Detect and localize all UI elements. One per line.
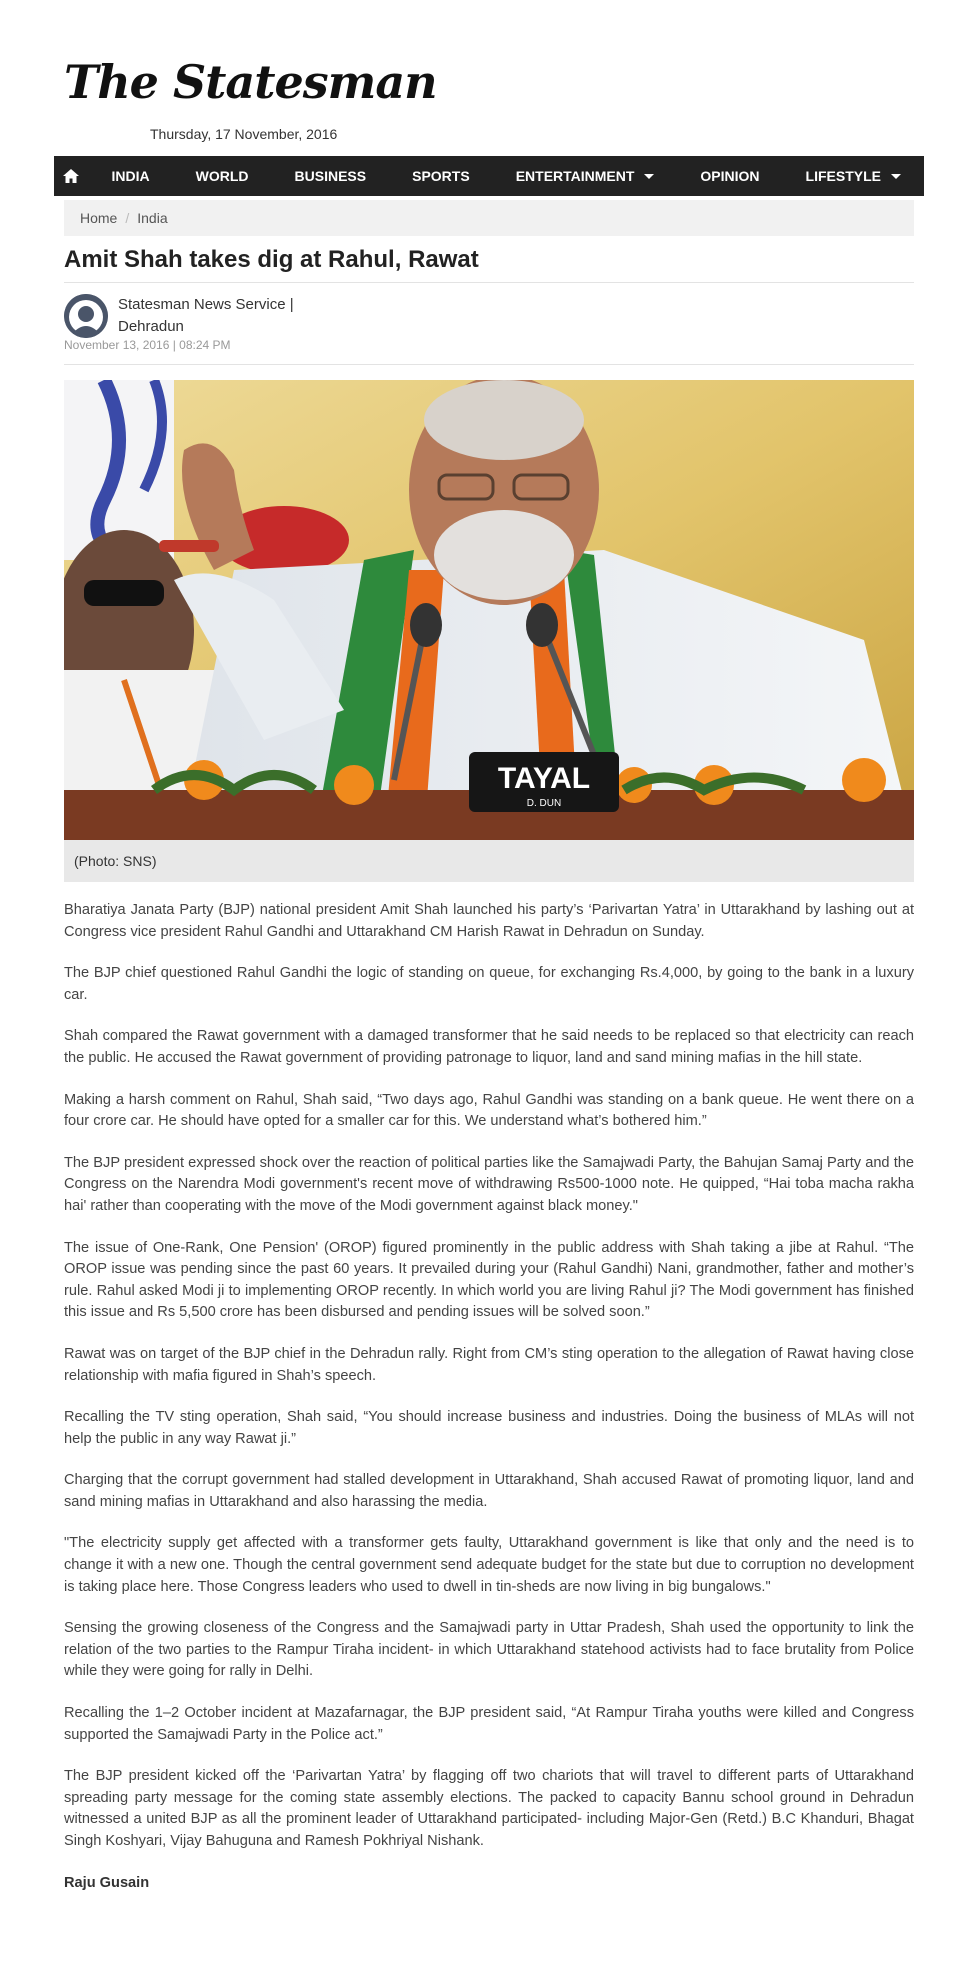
article-paragraph: Charging that the corrupt government had stalled development in Uttarakhand, Shah accused Rawat of promoting liquor, land and sand mining mafias in Uttarakhand and also harassing the media. (64, 1472, 914, 1510)
author-name[interactable]: Statesman News Service | (118, 296, 294, 313)
nav-item-sports[interactable]: SPORTS (412, 168, 470, 184)
main-navbar (54, 156, 924, 196)
divider (64, 364, 914, 365)
breadcrumb-section[interactable]: India (137, 210, 168, 226)
article-paragraph: The BJP president kicked off the ‘Parivartan Yatra’ by flagging off two chariots that will travel to different parts of Uttarakhand spreading party message for the coming state assembly elections. The packed to capacity Bannu school ground in Dehradun witnessed a united BJP as all the prominent leader of Uttarakhand participated- including Major-Gen (Retd.) B.C Khanduri, Bhagat Singh Koshyari, Vijay Bahuguna and Ramesh Pokhriyal Nishank. (64, 1768, 914, 1849)
article-paragraph: Making a harsh comment on Rahul, Shah said, “Two days ago, Rahul Gandhi was standing on a bank queue. He went there on a four crore car. He should have opted for a smaller car for this. We understand what’s bothered him.” (64, 1091, 914, 1130)
reporter-byline: Raju Gusain (64, 1874, 150, 1891)
author-location: Dehradun (118, 318, 184, 335)
caret-down-icon (891, 174, 901, 179)
article-paragraph: Rawat was on target of the BJP chief in the Dehradun rally. Right from CM’s sting operation to the allegation of Rawat having close relationship with mafia figured in Shah’s speech. (64, 1345, 914, 1384)
article-paragraph: The issue of One-Rank, One Pension' (OROP) figured prominently in the public address with Shah taking a jibe at Rahul. “The OROP issue was pending since the past 60 years. It prevailed during your (Rahul Gandhi) Nani, grandmother, father and mother’s rule. Rahul asked Modi ji to implementing OROP recently. In which world you are living Rahul ji? The Modi government has finished this issue and Rs 5,500 crore has been disbursed and pending issues will be solved soon.” (64, 1239, 914, 1321)
author-avatar (64, 294, 108, 338)
article-hero-image (64, 380, 914, 840)
user-icon (64, 294, 108, 338)
article-paragraph: "The electricity supply get affected with a transformer gets faulty, Uttarakhand government is like that only and the need is to change it with a new one. Though the central government send adequate budget for the state but due to corruption no development is taking place here. Those Congress leaders who used to dwell in tin-sheds are now living in big bungalows." (64, 1535, 914, 1595)
article-paragraph: The BJP chief questioned Rahul Gandhi the logic of standing on queue, for exchanging Rs.4,000, by going to the bank in a luxury car. (64, 965, 914, 1003)
article-paragraph: Recalling the TV sting operation, Shah said, “You should increase business and industries. Doing the business of MLAs will not help the public in any way Rawat ji.” (64, 1409, 914, 1447)
breadcrumb-separator: / (125, 210, 130, 226)
nav-item-world[interactable]: WORLD (195, 168, 249, 184)
image-caption: (Photo: SNS) (64, 840, 914, 882)
nav-item-opinion[interactable]: OPINION (700, 168, 760, 184)
sign-subtext: D. DUN (526, 798, 562, 809)
article-body (64, 900, 914, 1914)
publish-timestamp: November 13, 2016 | 08:24 PM (64, 338, 231, 352)
article-paragraph: Recalling the 1–2 October incident at Mazafarnagar, the BJP president said, “At Rampur Tiraha youths were killed and Congress supported the Samajwadi Party in the Police act.” (64, 1705, 914, 1743)
author-info (118, 294, 294, 338)
article-paragraph: Shah compared the Rawat government with a damaged transformer that he said needs to be replaced so that electricity can reach the public. He accused the Rawat government of providing patronage to liquor, land and sand mining mafias in the hill state. (64, 1028, 914, 1066)
site-logo[interactable]: The Statesman (64, 55, 437, 109)
breadcrumb (64, 200, 914, 236)
nav-item-lifestyle[interactable]: LIFESTYLE (783, 156, 924, 196)
nav-item-business[interactable]: BUSINESS (294, 168, 367, 184)
hero-photo (64, 380, 914, 840)
caret-down-icon (644, 174, 654, 179)
article-paragraph: Bharatiya Janata Party (BJP) national president Amit Shah launched his party’s ‘Parivartan Yatra’ in Uttarakhand by lashing out at Congress vice president Rahul Gandhi and Uttarakhand CM Harish Rawat in Dehradun on Sunday. (64, 902, 914, 940)
article-paragraph: The BJP president expressed shock over the reaction of political parties like the Samajwadi Party, the Bahujan Samaj Party and the Congress on the Narendra Modi government's recent move of withdrawing Rs500-1000 note. He quipped, “Hai toba macha rakha hai' rather than cooperating with the move of the Modi government against black money." (64, 1154, 914, 1214)
home-icon (62, 168, 80, 184)
masthead (64, 52, 437, 112)
sign-text: TAYAL (497, 762, 591, 795)
nav-home-button[interactable] (54, 156, 89, 196)
nav-item-entertainment[interactable]: ENTERTAINMENT (493, 156, 678, 196)
nav-item-india[interactable]: INDIA (111, 168, 150, 184)
breadcrumb-home[interactable]: Home (80, 210, 118, 226)
article-paragraph: Sensing the growing closeness of the Congress and the Samajwadi party in Uttar Pradesh, Shah used the opportunity to link the relation of the two parties to the Rampur Tiraha incident- in which Uttarakhand statehood activists had to face brutality from Police while they were going for rally in Delhi. (64, 1620, 914, 1680)
article-title: Amit Shah takes dig at Rahul, Rawat (64, 246, 479, 273)
current-date: Thursday, 17 November, 2016 (150, 126, 338, 142)
divider (64, 282, 914, 283)
